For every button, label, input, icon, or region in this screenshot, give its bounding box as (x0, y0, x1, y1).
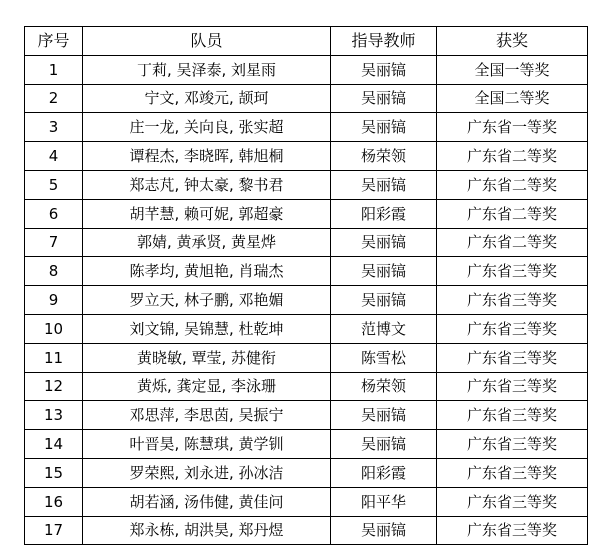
table-row (25, 84, 588, 113)
row-index-cell: 2 (25, 84, 83, 113)
row-members-cell: 叶晋昊, 陈慧琪, 黄学钏 (83, 430, 331, 459)
row-award-cell: 广东省二等奖 (437, 142, 588, 171)
row-members-cell: 郑永栋, 胡洪昊, 郑丹煜 (83, 516, 331, 545)
row-members-cell: 郭婧, 黄承贤, 黄星烨 (83, 228, 331, 257)
table-row (25, 286, 588, 315)
table-row (25, 142, 588, 171)
row-teacher-cell: 吴丽镐 (331, 55, 437, 84)
row-award-cell: 广东省三等奖 (437, 257, 588, 286)
row-teacher-cell: 吴丽镐 (331, 430, 437, 459)
row-award-cell: 全国一等奖 (437, 55, 588, 84)
row-index-cell: 12 (25, 372, 83, 401)
row-index-cell: 4 (25, 142, 83, 171)
row-index-cell: 11 (25, 343, 83, 372)
row-award-cell: 广东省二等奖 (437, 170, 588, 199)
table-row (25, 257, 588, 286)
row-award-cell: 广东省三等奖 (437, 314, 588, 343)
row-members-cell: 丁莉, 吴泽泰, 刘星雨 (83, 55, 331, 84)
row-teacher-cell: 杨荣领 (331, 372, 437, 401)
row-members-cell: 宁文, 邓竣元, 颉珂 (83, 84, 331, 113)
row-teacher-cell: 吴丽镐 (331, 228, 437, 257)
table-row (25, 314, 588, 343)
row-members-cell: 邓思萍, 李思茵, 吴振宁 (83, 401, 331, 430)
row-index-cell: 15 (25, 458, 83, 487)
row-teacher-cell: 吴丽镐 (331, 170, 437, 199)
table-body (25, 55, 588, 545)
row-award-cell: 广东省二等奖 (437, 228, 588, 257)
row-teacher-cell: 吴丽镐 (331, 113, 437, 142)
row-members-cell: 黄烁, 龚定显, 李泳珊 (83, 372, 331, 401)
row-teacher-cell: 吴丽镐 (331, 401, 437, 430)
header-members: 队员 (83, 27, 331, 56)
table-row (25, 430, 588, 459)
row-award-cell: 全国二等奖 (437, 84, 588, 113)
table-row (25, 170, 588, 199)
row-members-cell: 胡若涵, 汤伟健, 黄佳问 (83, 487, 331, 516)
table-row (25, 113, 588, 142)
table-row (25, 487, 588, 516)
row-teacher-cell: 吴丽镐 (331, 84, 437, 113)
row-index-cell: 7 (25, 228, 83, 257)
table-row (25, 343, 588, 372)
row-index-cell: 6 (25, 199, 83, 228)
row-members-cell: 黄晓敏, 覃莹, 苏健衔 (83, 343, 331, 372)
row-members-cell: 胡芊慧, 赖可妮, 郭超豪 (83, 199, 331, 228)
row-award-cell: 广东省三等奖 (437, 487, 588, 516)
row-members-cell: 刘文锦, 吴锦慧, 杜乾坤 (83, 314, 331, 343)
row-members-cell: 郑志芃, 钟太豪, 黎书君 (83, 170, 331, 199)
row-award-cell: 广东省二等奖 (437, 199, 588, 228)
table-row (25, 516, 588, 545)
row-teacher-cell: 范博文 (331, 314, 437, 343)
row-members-cell: 罗荣熙, 刘永进, 孙冰洁 (83, 458, 331, 487)
row-award-cell: 广东省三等奖 (437, 286, 588, 315)
row-index-cell: 14 (25, 430, 83, 459)
row-teacher-cell: 杨荣领 (331, 142, 437, 171)
row-teacher-cell: 阳平华 (331, 487, 437, 516)
row-award-cell: 广东省一等奖 (437, 113, 588, 142)
row-teacher-cell: 阳彩霞 (331, 458, 437, 487)
row-teacher-cell: 阳彩霞 (331, 199, 437, 228)
row-teacher-cell: 吴丽镐 (331, 257, 437, 286)
row-award-cell: 广东省三等奖 (437, 516, 588, 545)
table-row (25, 401, 588, 430)
table-row (25, 199, 588, 228)
row-index-cell: 13 (25, 401, 83, 430)
row-members-cell: 谭程杰, 李晓晖, 韩旭桐 (83, 142, 331, 171)
header-teacher: 指导教师 (331, 27, 437, 56)
row-index-cell: 8 (25, 257, 83, 286)
row-teacher-cell: 吴丽镐 (331, 516, 437, 545)
table-row (25, 372, 588, 401)
row-teacher-cell: 吴丽镐 (331, 286, 437, 315)
row-index-cell: 1 (25, 55, 83, 84)
table-row (25, 458, 588, 487)
row-award-cell: 广东省三等奖 (437, 430, 588, 459)
row-index-cell: 9 (25, 286, 83, 315)
row-members-cell: 庄一龙, 关向良, 张实超 (83, 113, 331, 142)
table-header-row (25, 27, 588, 56)
row-members-cell: 罗立天, 林子鹏, 邓艳媚 (83, 286, 331, 315)
row-index-cell: 16 (25, 487, 83, 516)
table-row (25, 55, 588, 84)
row-award-cell: 广东省三等奖 (437, 372, 588, 401)
row-award-cell: 广东省三等奖 (437, 343, 588, 372)
row-members-cell: 陈孝均, 黄旭艳, 肖瑞杰 (83, 257, 331, 286)
row-index-cell: 17 (25, 516, 83, 545)
row-index-cell: 3 (25, 113, 83, 142)
header-award: 获奖 (437, 27, 588, 56)
row-award-cell: 广东省三等奖 (437, 401, 588, 430)
row-index-cell: 10 (25, 314, 83, 343)
row-teacher-cell: 陈雪松 (331, 343, 437, 372)
table-row (25, 228, 588, 257)
header-index: 序号 (25, 27, 83, 56)
row-award-cell: 广东省三等奖 (437, 458, 588, 487)
awards-table (24, 26, 588, 545)
row-index-cell: 5 (25, 170, 83, 199)
